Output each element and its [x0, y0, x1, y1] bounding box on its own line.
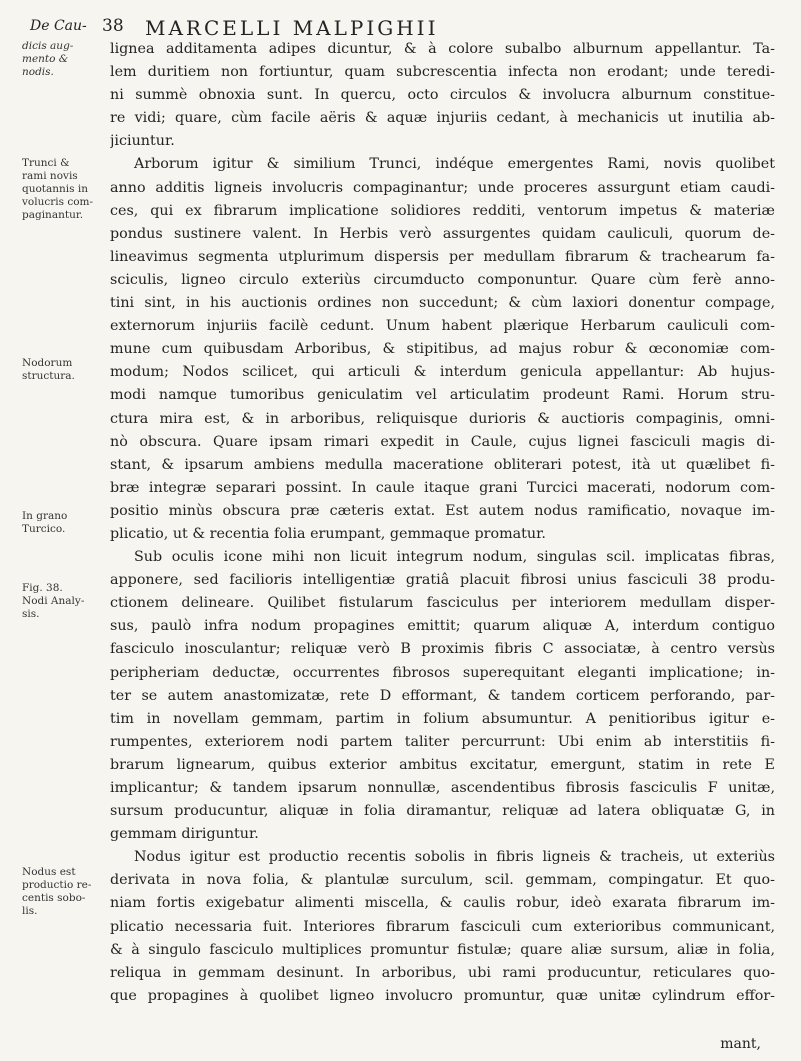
- text-line: sus, paulò infra nodum propagines emittit; quarum aliquæ A, interdum contiguo: [110, 618, 775, 635]
- text-line: re vidi; quare, cùm facile aëris & aquæ injuriis cedant, à mechanicis ut inutilia ab-: [110, 110, 775, 127]
- margin-note-line: Fig. 38.: [22, 582, 63, 594]
- margin-note-line: paginantur.: [22, 209, 84, 221]
- text-line: mune cum quibusdam Arboribus, & stipitibus, ad majus robur & œconomiæ com-: [110, 341, 775, 358]
- text-line: sciculis, ligneo circulo exteriùs circumducto componuntur. Quare cùm ferè anno-: [110, 271, 775, 288]
- margin-note-line: In grano: [22, 510, 68, 522]
- margin-note-line: Turcico.: [22, 523, 66, 535]
- text-line: lineavimus segmenta utplurimum dispersis per medullam fibrarum & trachearum fa-: [110, 248, 775, 265]
- text-line: Sub oculis icone mihi non licuit integrum nodum, singulas scil. implicatas fibras,: [134, 549, 775, 566]
- text-line: Nodus igitur est productio recentis sobolis in fibris ligneis & tracheis, ut exteriùs: [134, 849, 775, 866]
- text-line: ctura mira est, & in arboribus, reliquisque durioris & auctioris compaginis, omni-: [110, 410, 775, 427]
- margin-note-line: dicis aug-: [22, 40, 74, 52]
- margin-note-line: Nodorum: [22, 357, 73, 369]
- margin-note-line: sis.: [22, 608, 40, 620]
- text-line: tini sint, in his auctionis ordines non succedunt; & cùm laxiori donentur compage,: [110, 295, 775, 312]
- margin-note: [22, 157, 102, 222]
- text-line: jiciuntur.: [110, 133, 175, 150]
- text-line: plicatio necessaria fuit. Interiores fibrarum fasciculi cum exterioribus communicant,: [110, 918, 775, 935]
- margin-note-line: nodis.: [22, 66, 54, 78]
- text-line: ces, qui ex fibrarum implicatione solidiores redditi, ventorum impetus & materiæ: [110, 202, 775, 219]
- text-line: rumpentes, exteriorem nodi partem taliter percurrunt: Ubi enim ab interstitiis fi-: [110, 733, 775, 750]
- text-line: Arborum igitur & similium Trunci, indéque emergentes Rami, novis quolibet: [134, 156, 775, 173]
- text-line: reliqua in gemmam desinunt. In arboribus, ubi rami producuntur, reticulares quo-: [110, 964, 775, 981]
- text-line: bræ integræ separari possint. In caule itaque grani Turcici macerati, nodorum com-: [110, 479, 775, 496]
- text-line: sursum producuntur, aliquæ in folia diramantur, reliquæ ad latera obliquatæ G, in: [110, 803, 775, 820]
- margin-note-line: Nodi Analy-: [22, 595, 85, 607]
- text-line: pondus sustinere valent. In Herbis verò assurgentes quidam cauliculi, quorum de-: [110, 225, 775, 242]
- text-line: anno additis ligneis involucris compaginantur; unde proceres assurgunt etiam caudi-: [110, 179, 775, 196]
- margin-note-line: Nodus est: [22, 866, 76, 878]
- margin-note: [22, 40, 102, 79]
- text-line: brarum lignearum, quibus exterior ambitus excitatur, emergunt, statim in rete E: [110, 756, 775, 773]
- main-text-column: [110, 38, 775, 1008]
- text-line: gemmam diriguntur.: [110, 826, 259, 843]
- text-line: peripheriam deductæ, occurrentes fibrosos superequitant eleganti implicatione; in-: [110, 664, 775, 681]
- text-line: implicantur; & tandem ipsarum nonnullæ, ascendentibus fibrosis fasciculis F unitæ,: [110, 780, 775, 796]
- text-line: modi namque tumoribus geniculatim vel articulatim prodeunt Rami. Horum stru-: [110, 387, 775, 404]
- margin-note-line: productio re-: [22, 879, 92, 891]
- text-line: ter se autem anastomizatæ, rete D efformant, & tandem corticem perforando, par-: [110, 687, 775, 704]
- text-line: positio minùs obscura præ cæteris extat. Est autem nodus ramificatio, novaque im-: [110, 502, 775, 519]
- margin-note-line: structura.: [22, 370, 75, 382]
- text-line: stant, & ipsarum ambiens medulla maceratione obliterari potest, ità ut quælibet fi-: [110, 456, 775, 473]
- text-line: apponere, sed facilioris intelligentiæ gratiâ placuit fibrosi unius fasciculi 38 produ-: [110, 572, 775, 589]
- running-left-title: De Cau-: [30, 18, 87, 34]
- text-line: derivata in nova folia, & plantulæ surculum, scil. gemmam, compingatur. Et quo-: [110, 872, 775, 889]
- catchword: mant,: [720, 1036, 761, 1052]
- margin-note-line: lis.: [22, 905, 38, 917]
- margin-note-line: quotannis in: [22, 183, 89, 195]
- text-line: ctionem delineare. Quilibet fistularum fasciculus per interiorem medullam disper-: [110, 595, 775, 612]
- margin-note-line: volucris com-: [22, 196, 94, 208]
- margin-note-line: mento &: [22, 53, 69, 65]
- text-line: lignea additamenta adipes dicuntur, & à colore subalbo alburnum appellantur. Ta-: [110, 41, 775, 57]
- page-number: 38: [102, 16, 124, 36]
- text-line: plicatio, ut & recentia folia erumpant, gemmaque promatur.: [110, 525, 546, 542]
- margin-note: [22, 866, 102, 918]
- margin-note: [22, 357, 102, 383]
- text-line: que propagines à quolibet ligneo involucro promuntur, quæ unitæ cylindrum effor-: [110, 987, 775, 1004]
- page-header: [30, 16, 761, 38]
- text-line: nò obscura. Quare ipsam rimari expedit in Caule, cujus lignei fasciculi magis di-: [110, 433, 775, 450]
- margin-note-line: rami novis: [22, 170, 78, 182]
- text-line: & à singulo fasciculo multiplices promuntur fistulæ; quare aliæ sursum, aliæ in folia,: [110, 941, 775, 958]
- margin-note: [22, 582, 102, 621]
- text-line: externorum injuriis facilè cedunt. Unum habent plærique Herbarum cauliculi com-: [110, 318, 775, 335]
- text-line: niam fortis exigebatur alimenti miscella, & caulis robur, ideò exarata fibrarum im-: [110, 895, 775, 912]
- text-line: tim in novellam gemmam, partim in folium absumuntur. A penitioribus igitur e-: [110, 710, 775, 727]
- text-line: lem duritiem non fortiuntur, quam subcrescentia infecta non erodant; unde teredi-: [110, 64, 775, 81]
- text-line: fasciculo inosculantur; reliquæ verò B proximis fibris C associatæ, à centro versùs: [110, 641, 775, 658]
- margin-note-line: centis sobo-: [22, 892, 86, 904]
- running-head-author: MARCELLI MALPIGHII: [145, 16, 439, 40]
- text-line: ni summè obnoxia sunt. In quercu, octo circulos & involucra alburnum constitue-: [110, 87, 775, 104]
- margin-note-line: Trunci &: [22, 157, 70, 169]
- text-line: modum; Nodos scilicet, qui articuli & interdum genicula appellantur: Ab hujus-: [110, 364, 775, 381]
- margin-note: [22, 510, 102, 536]
